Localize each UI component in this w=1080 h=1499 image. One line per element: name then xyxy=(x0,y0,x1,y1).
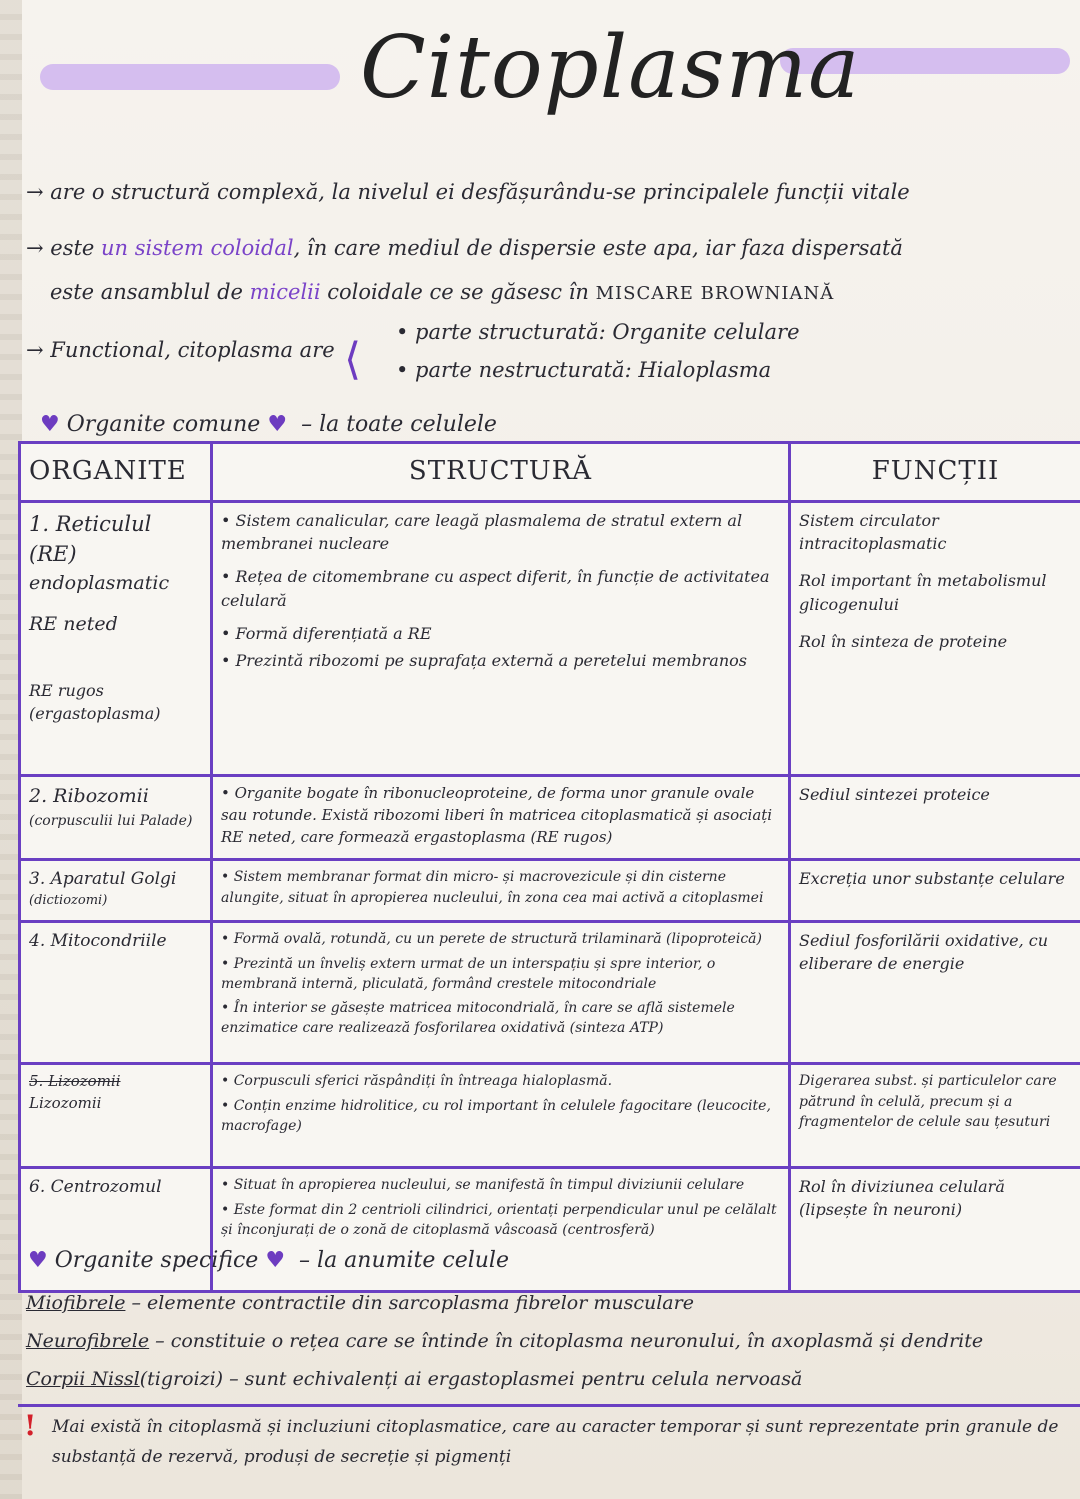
table-row xyxy=(20,860,1080,922)
exclamation-icon: ! xyxy=(24,1409,37,1442)
intro-line-3-a: este ansamblul de xyxy=(50,280,250,304)
organite-cell: 1. Reticulul (RE) endoplasmatic RE neted RE rugos (ergastoplasma) xyxy=(20,502,212,776)
functii-cell: Rol în diviziunea celulară (lipsește în neuroni) xyxy=(790,1168,1080,1292)
title-highlight-left xyxy=(40,64,340,90)
branch-unstructured: • parte nestructurată: Hialoplasma xyxy=(396,358,772,382)
specific-item-corpii-nissl: Corpii Nissl(tigroizi) – sunt echivalenți ai ergastoplasmei pentru celula nervoasă xyxy=(26,1368,803,1390)
note-text: Mai există în citoplasmă și incluziuni citoplasmatice, care au caracter temporar și sunt reprezentate prin granule de substanță de rezervă, produși de secreție și pigmenți xyxy=(52,1417,1059,1467)
table-row xyxy=(20,1064,1080,1168)
functii-cell: Sistem circulator intracitoplasmatic Rol important în metabolismul glicogenului Rol în sinteza de proteine xyxy=(790,502,1080,776)
intro-line-2-a: → este xyxy=(26,236,102,260)
branch-structured: • parte structurată: Organite celulare xyxy=(396,320,800,344)
note-box xyxy=(18,1404,1080,1491)
intro-line-3-b: micelii xyxy=(249,280,321,304)
intro-line-3-d: MISCARE BROWNIANĂ xyxy=(595,283,835,304)
structura-cell: • Situat în apropierea nucleului, se manifestă în timpul diviziunii celulare • Este format din 2 centrioli cilindrici, orientați perpendicular unul pe celălalt și înconjurați de o zonă de citoplasmă vâscoasă (centrosferă) xyxy=(212,1168,790,1292)
common-organelles-heading: ♥ Organite comune ♥ – la toate celulele xyxy=(40,412,497,437)
heart-icon: ♥ xyxy=(28,1248,48,1273)
functii-cell: Sediul fosforilării oxidative, cu eliberare de energie xyxy=(790,922,1080,1064)
header-functii: FUNCȚII xyxy=(790,443,1080,502)
table-row xyxy=(20,776,1080,860)
structura-cell: • Sistem canalicular, care leagă plasmalema de stratul extern al membranei nucleare • Rețea de citomembrane cu aspect diferit, în funcție de activitatea celulară • Formă diferențiată a RE • Prezintă ribozomi pe suprafața externă a peretelui membranos xyxy=(212,502,790,776)
table-row xyxy=(20,502,1080,776)
structura-cell: • Formă ovală, rotundă, cu un perete de structură trilaminară (lipoproteică) • Prezintă un înveliș extern urmat de un interspațiu și spre interior, o membrană internă, pliculată, formând crestele mitocondriale • În interior se găsește matricea mitocondrială, în care se află sistemele enzimatice care realizează fosforilarea oxidativă (sinteza ATP) xyxy=(212,922,790,1064)
functii-cell: Excreția unor substanțe celulare xyxy=(790,860,1080,922)
intro-line-4: → Functional, citoplasma are xyxy=(26,338,335,362)
organite-cell: 2. Ribozomii (corpusculii lui Palade) xyxy=(20,776,212,860)
header-structura: STRUCTURĂ xyxy=(212,443,790,502)
intro-line-3-c: coloidale ce se găsesc în xyxy=(320,280,596,304)
title-area xyxy=(0,8,1080,148)
intro-line-2-b: un sistem coloidal xyxy=(101,236,294,260)
structura-cell: • Organite bogate în ribonucleoproteine, de forma unor granule ovale sau rotunde. Există ribozomi liberi în matricea citoplasmatică și asociați RE neted, care formează ergastoplasma (RE rugos) xyxy=(212,776,790,860)
organite-cell: 6. Centrozomul xyxy=(20,1168,212,1292)
structura-cell: • Corpusculi sferici răspândiți în întreaga hialoplasmă. • Conțin enzime hidrolitice, cu rol important în celulele fagocitare (leucocite, macrofage) xyxy=(212,1064,790,1168)
intro-line-2-c: , în care mediul de dispersie este apa, iar faza dispersată xyxy=(293,236,903,260)
branch-arrow-icon: ⟨ xyxy=(344,334,362,385)
specific-item-miofibrele: Miofibrele – elemente contractile din sarcoplasma fibrelor musculare xyxy=(26,1292,694,1314)
structura-cell: • Sistem membranar format din micro- și macrovezicule și din cisterne alungite, situat în apropierea nucleului, în zona cea mai activă a citoplasmei xyxy=(212,860,790,922)
specific-organelles-heading: ♥ Organite specifice ♥ – la anumite celule xyxy=(28,1248,509,1273)
organite-cell: 4. Mitocondriile xyxy=(20,922,212,1064)
table-row xyxy=(20,922,1080,1064)
intro-line-3 xyxy=(50,280,834,304)
heart-icon: ♥ xyxy=(40,412,60,437)
specific-item-neurofibrele: Neurofibrele – constituie o rețea care se întinde în citoplasma neuronului, în axoplasmă și dendrite xyxy=(26,1330,984,1352)
heart-icon: ♥ xyxy=(267,412,288,437)
page-title: Citoplasma xyxy=(360,18,861,118)
organite-cell: 5. Lizozomii Lizozomii xyxy=(20,1064,212,1168)
functii-cell: Digerarea subst. și particulelor care pătrund în celulă, precum și a fragmentelor de celule sau țesuturi xyxy=(790,1064,1080,1168)
table-header-row xyxy=(20,443,1080,502)
organite-cell: 3. Aparatul Golgi (dictiozomi) xyxy=(20,860,212,922)
intro-line-1: → are o structură complexă, la nivelul ei desfășurându-se principalele funcții vitale xyxy=(26,180,910,204)
header-organite: ORGANITE xyxy=(20,443,212,502)
organelles-table xyxy=(18,441,1080,1293)
functii-cell: Sediul sintezei proteice xyxy=(790,776,1080,860)
table-row xyxy=(20,1168,1080,1292)
intro-line-2 xyxy=(26,236,903,260)
heart-icon: ♥ xyxy=(265,1248,286,1273)
